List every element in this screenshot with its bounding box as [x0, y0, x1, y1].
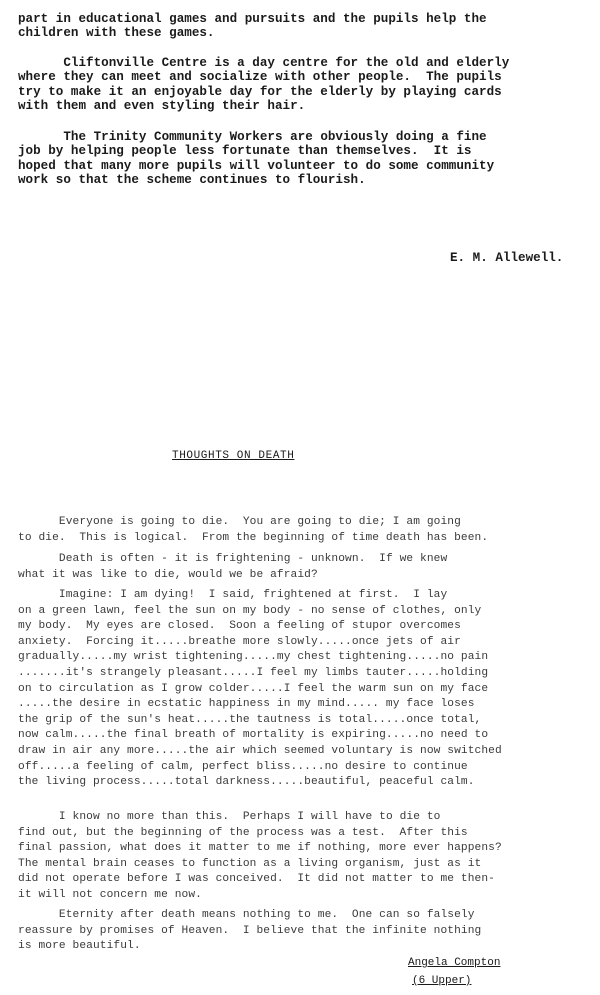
- essay-title: THOUGHTS ON DEATH: [172, 450, 295, 462]
- essay-paragraph-3: Imagine: I am dying! I said, frightened at first. I lay on a green lawn, feel the sun on my body - no sense of clothes, only my body. My eyes are closed. Soon a feeling of stupor overcomes anxiety. Forcing it.....breathe more slowly.....once jets of air gradually.....my wrist tightening.....my chest tightening.....no pain .......it's strangely pleasant.....I feel my limbs tauter.....holding on to circulation as I grow colder.....I feel the warm sun on my face .....the desire in ecstatic happiness in my mind..... my face loses the grip of the sun's heat.....the tautness is total.....once total, now calm.....the final breath of mortality is expiring.....no need to draw in air any more.....the air which seemed voluntary is now switched off.....a feeling of calm, perfect bliss.....no desire to continue the living process.....total darkness.....beautiful, peaceful calm.: [18, 589, 502, 789]
- top-paragraph-3: The Trinity Community Workers are obviously doing a fine job by helping people less fortunate than themselves. It is hoped that many more pupils will volunteer to do some community work so that the scheme continues to flourish.: [18, 130, 495, 188]
- essay-paragraph-5: Eternity after death means nothing to me. One can so falsely reassure by promises of Heaven. I believe that the infinite nothing is more beautiful.: [18, 909, 482, 953]
- essay-paragraph-4: I know no more than this. Perhaps I will have to die to find out, but the beginning of the process was a test. After this final passion, what does it matter to me if nothing, more ever happens? The mental brain ceases to function as a living organism, just as it did not operate before I was conceived. It did not matter to me then- it will not concern me now.: [18, 811, 502, 901]
- essay-paragraph-2: Death is often - it is frightening - unknown. If we knew what it was like to die, would we be afraid?: [18, 553, 448, 581]
- essay-author-name: Angela Compton: [408, 957, 501, 969]
- top-signature: E. M. Allewell.: [450, 251, 564, 265]
- top-paragraph-1: part in educational games and pursuits and the pupils help the children with these games.: [18, 12, 487, 41]
- essay-author-form: (6 Upper): [412, 975, 472, 987]
- essay-paragraph-1: Everyone is going to die. You are going to die; I am going to die. This is logical. From the beginning of time death has been.: [18, 516, 489, 544]
- top-paragraph-2: Cliftonville Centre is a day centre for the old and elderly where they can meet and socialize with other people. The pupils try to make it an enjoyable day for the elderly by playing cards with them and even styling their hair.: [18, 56, 510, 114]
